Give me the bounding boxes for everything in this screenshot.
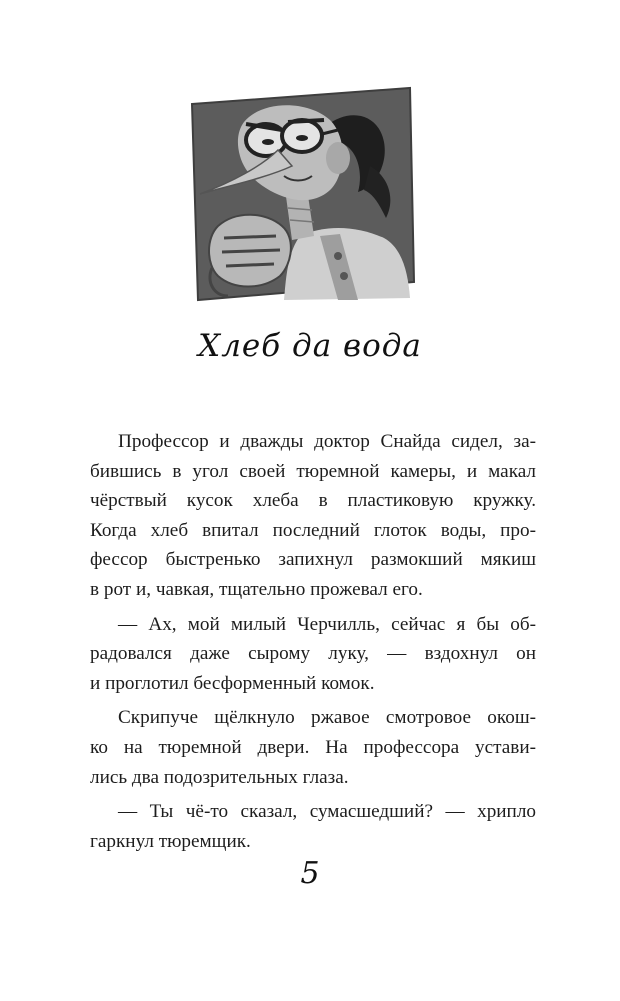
chapter-title: Хлеб да вода	[198, 328, 422, 364]
illustration-professor-icon	[188, 86, 420, 306]
text-line: бившись в угол своей тюремной камеры, и макал	[90, 460, 536, 482]
text-line: Когда хлеб впитал последний глоток воды, про-	[90, 519, 536, 541]
text-line: и проглотил бесформенный комок.	[90, 672, 375, 694]
text-line: — Ты чё-то сказал, сумасшедший? — хрипло	[118, 801, 536, 823]
text-line: — Ах, мой милый Черчилль, сейчас я бы об-	[118, 613, 536, 635]
text-line: чёрствый кусок хлеба в пластиковую кружку.	[90, 490, 536, 512]
text-line: Профессор и дважды доктор Снайда сидел, за-	[118, 431, 536, 452]
text-line: в рот и, чавкая, тщательно прожевал его.	[90, 578, 423, 600]
chapter-body-text	[90, 427, 536, 856]
text-line: Скрипуче щёлкнуло ржавое смотровое окош-	[118, 707, 536, 729]
text-line: гаркнул тюремщик.	[90, 830, 251, 852]
text-line: радовался даже сырому луку, — вздохнул он	[90, 643, 536, 665]
text-line: фессор быстренько запихнул размокший мякиш	[90, 549, 536, 571]
text-line: лись два подозрительных глаза.	[90, 766, 349, 788]
text-line: ко на тюремной двери. На профессора устави-	[90, 736, 536, 758]
page-number: 5	[300, 856, 320, 891]
